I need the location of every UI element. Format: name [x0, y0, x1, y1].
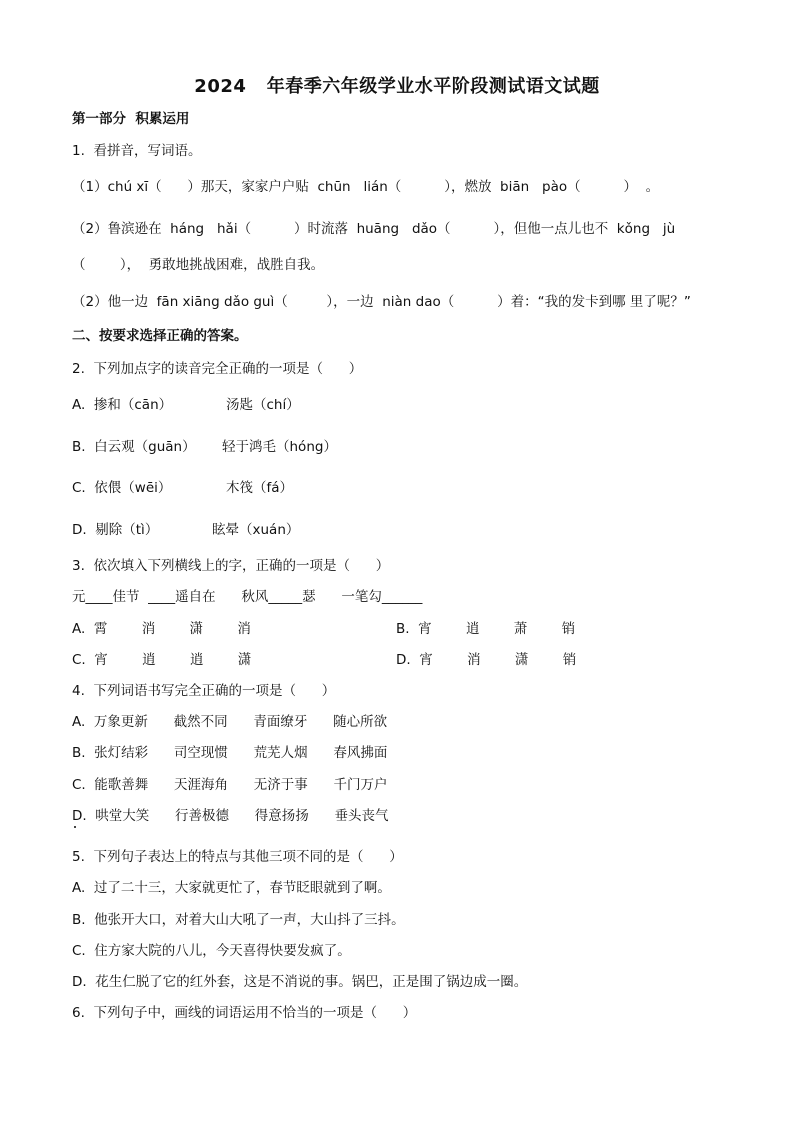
q5-stem: 5. 下列句子表达上的特点与其他三项不同的是（ ） [72, 849, 403, 865]
q3-option-a: A. 霄 消 潇 消 [72, 621, 251, 637]
q4-option-b: B. 张灯结彩 司空现惯 荒芜人烟 春风拂面 [72, 745, 388, 761]
q1-line1: （1）chú xī（ ）那天，家家户户贴 chūn lián（ ），燃放 biān pào（ ） 。 [72, 179, 660, 195]
q2-option-d: D. 剔除（tì） [72, 522, 159, 538]
q2-option-c-word2: 木筏（fá） [226, 480, 294, 496]
q4-option-a: A. 万象更新 截然不同 青面缭牙 随心所欲 [72, 714, 388, 730]
q4-option-c: C. 能歌善舞 天涯海角 无济于事 千门万户 [72, 777, 388, 793]
exam-title: 2024 年春季六年级学业水平阶段测试语文试题 [194, 76, 600, 97]
q2-option-b: B. 白云观（guān） [72, 439, 196, 455]
q6-stem: 6. 下列句子中，画线的词语运用不恰当的一项是（ ） [72, 1005, 417, 1021]
q2-option-a-word2: 汤匙（chí） [226, 397, 300, 413]
q3-fill-line: 元____佳节 ____遥自在 秋风_____瑟 一笔勾______ [72, 589, 423, 605]
q2-option-b-word2: 轻于鸿毛（hóng） [222, 439, 337, 455]
q4-stem: 4. 下列词语书写完全正确的一项是（ ） [72, 683, 336, 699]
q1-stem: 1. 看拼音，写词语。 [72, 143, 202, 159]
q3-stem: 3. 依次填入下列横线上的字，正确的一项是（ ） [72, 558, 390, 574]
q2-option-d-word2: 眩晕（xuán） [212, 522, 300, 538]
q4-option-d: D. 哄堂大笑 行善极德 得意扬扬 垂头丧气 [72, 808, 389, 824]
q3-option-c: C. 宵 逍 逍 潇 [72, 652, 252, 668]
q2-option-c: C. 依偎（wēi） [72, 480, 172, 496]
q5-option-a: A. 过了二十三，大家就更忙了，春节眨眼就到了啊。 [72, 880, 391, 896]
q1-line3: （ ）， 勇敢地挑战困难，战胜自我。 [72, 257, 325, 273]
q2-stem: 2. 下列加点字的读音完全正确的一项是（ ） [72, 361, 363, 377]
stray-dot [74, 826, 76, 828]
q5-option-b: B. 他张开大口，对着大山大吼了一声，大山抖了三抖。 [72, 912, 405, 928]
q1-line2: （2）鲁滨逊在 háng hǎi（ ）时流落 huāng dǎo（ ），但他一点儿也不 kǒng jù [72, 221, 676, 237]
q5-option-d: D. 花生仁脱了它的红外套，这是不消说的事。锅巴，正是围了锅边成一圈。 [72, 974, 528, 990]
q2-option-a: A. 掺和（cān） [72, 397, 173, 413]
part1-heading: 第一部分 积累运用 [72, 111, 190, 127]
q3-option-d: D. 宵 消 潇 销 [396, 652, 577, 668]
section2-heading: 二、按要求选择正确的答案。 [72, 328, 248, 344]
q5-option-c: C. 住方家大院的八儿，今天喜得快要发疯了。 [72, 943, 351, 959]
q1-line4: （2）他一边 fān xiāng dǎo guì（ ），一边 niàn dao（ ）着：“我的发卡到哪 里了呢？” [72, 294, 691, 310]
q3-option-b: B. 宵 逍 萧 销 [396, 621, 576, 637]
